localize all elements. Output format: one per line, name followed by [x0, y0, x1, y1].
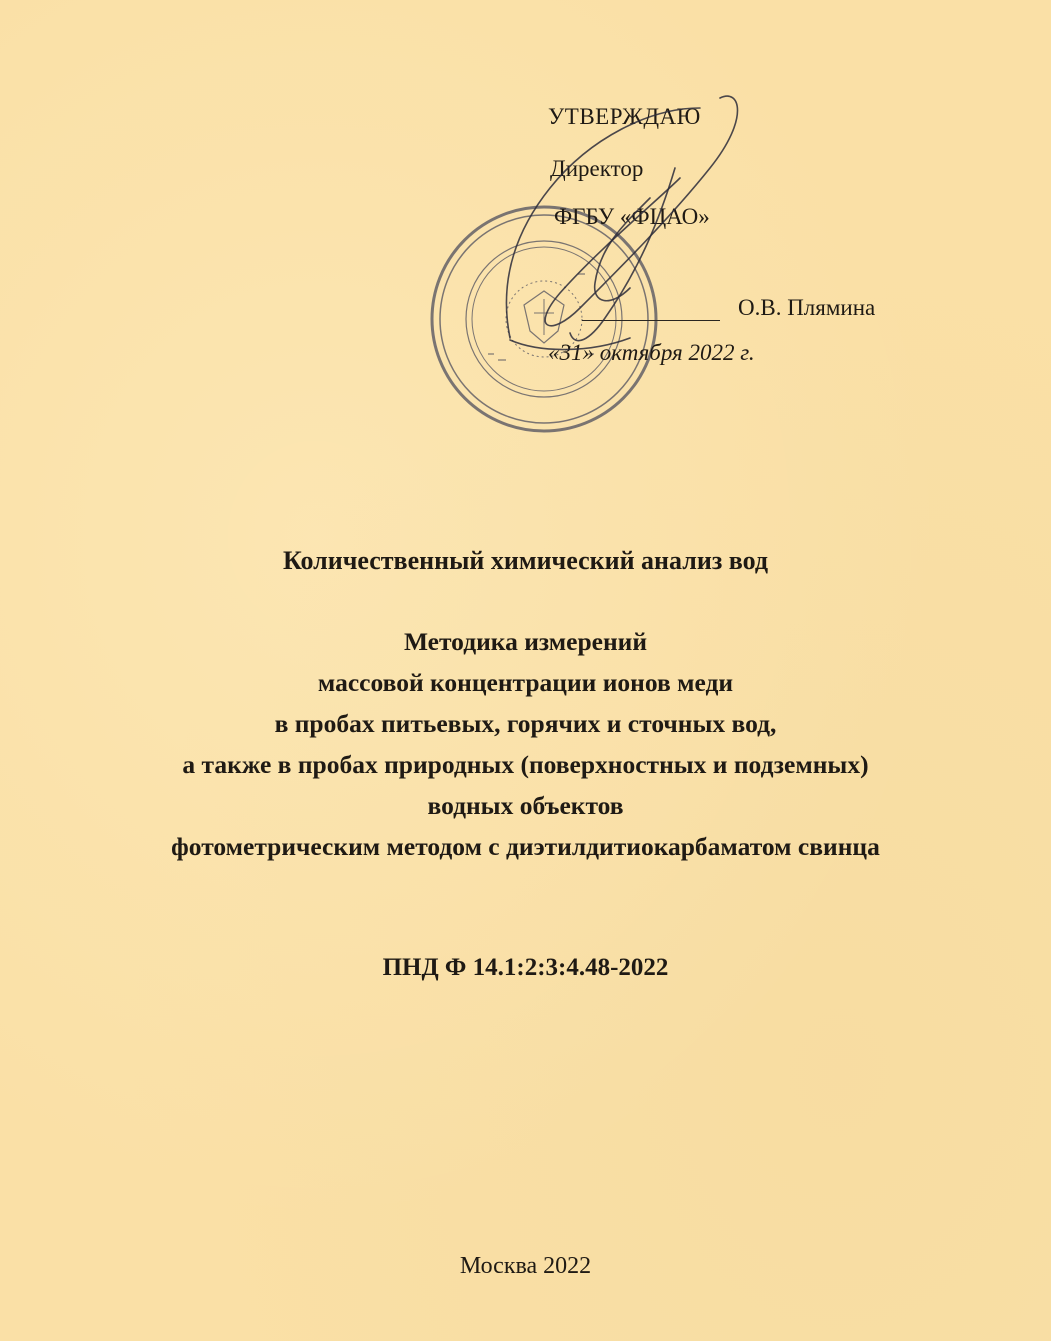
method-line: водных объектов — [427, 791, 624, 820]
method-line: а также в пробах природных (поверхностных и подземных) — [182, 750, 869, 779]
method-title — [0, 621, 1051, 867]
approval-date: «31» октября 2022 г. — [548, 340, 755, 365]
method-line: в пробах питьевых, горячих и сточных вод, — [274, 709, 777, 738]
approver-position: Директор — [550, 156, 644, 181]
handwritten-signature — [470, 78, 770, 398]
city-year: Москва 2022 — [459, 1253, 592, 1279]
method-line: Методика измерений — [403, 627, 648, 656]
signer-name: О.В. Плямина — [738, 295, 876, 320]
approver-organization: ФГБУ «ФЦАО» — [554, 204, 710, 229]
method-line: массовой концентрации ионов меди — [317, 668, 734, 697]
analysis-subject: Количественный химический анализ вод — [282, 546, 769, 575]
method-line: фотометрическим методом с диэтилдитиокарбаматом свинца — [171, 832, 880, 861]
document-code: ПНД Ф 14.1:2:3:4.48-2022 — [382, 954, 669, 981]
approve-label: УТВЕРЖДАЮ — [548, 104, 701, 129]
